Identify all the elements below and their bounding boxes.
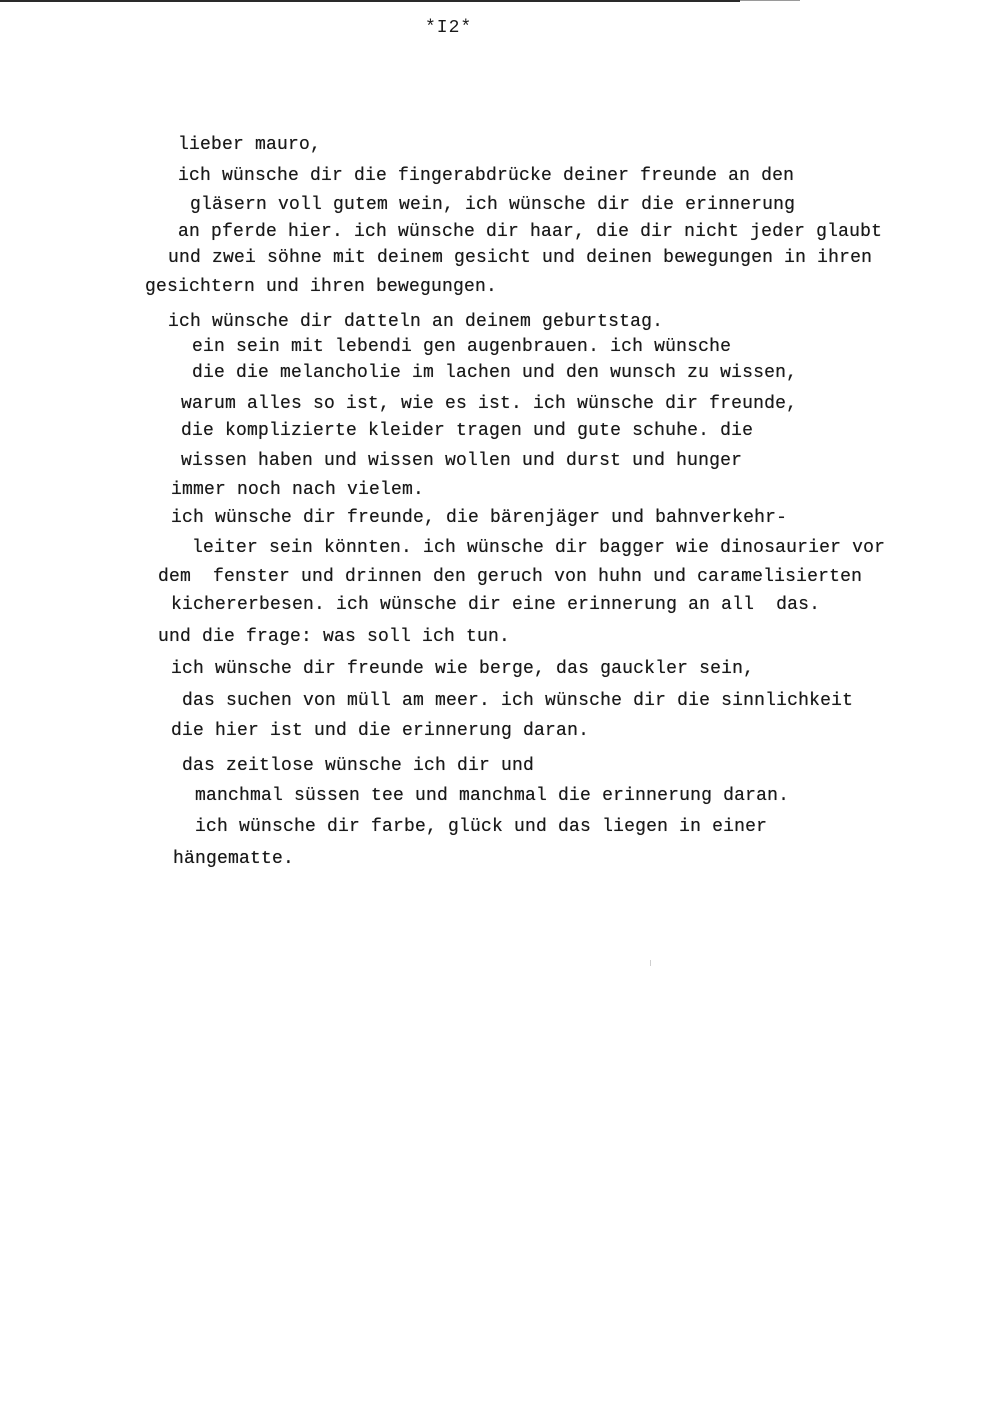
text-line: ich wünsche dir freunde, die bärenjäger und bahnverkehr- (171, 508, 788, 528)
text-line: leiter sein könnten. ich wünsche dir bagger wie dinosaurier vor (192, 538, 886, 558)
text-line: und zwei söhne mit deinem gesicht und deinen bewegungen in ihren (168, 248, 873, 268)
text-line: warum alles so ist, wie es ist. ich wünsche dir freunde, (181, 394, 798, 414)
text-line: die komplizierte kleider tragen und gute schuhe. die (181, 421, 754, 441)
text-line: das zeitlose wünsche ich dir und (182, 756, 535, 776)
text-line: lieber mauro, (178, 135, 322, 155)
text-line: an pferde hier. ich wünsche dir haar, die dir nicht jeder glaubt (178, 222, 883, 242)
top-edge-rule (0, 0, 740, 2)
text-line: ich wünsche dir die fingerabdrücke deiner freunde an den (178, 166, 795, 186)
paper-speck (650, 960, 651, 966)
text-line: manchmal süssen tee und manchmal die erinnerung daran. (195, 786, 790, 806)
text-line: ich wünsche dir datteln an deinem geburtstag. (168, 312, 664, 332)
text-line: hängematte. (173, 849, 295, 869)
text-line: gesichtern und ihren bewegungen. (145, 277, 498, 297)
text-line: dem fenster und drinnen den geruch von huhn und caramelisierten (158, 567, 863, 587)
text-line: ich wünsche dir freunde wie berge, das gauckler sein, (171, 659, 755, 679)
text-line: kichererbesen. ich wünsche dir eine erinnerung an all das. (171, 595, 821, 615)
top-edge-rule-faint (740, 0, 800, 1)
text-line: ich wünsche dir farbe, glück und das liegen in einer (195, 817, 768, 837)
text-line: wissen haben und wissen wollen und durst und hunger (181, 451, 743, 471)
text-line: das suchen von müll am meer. ich wünsche dir die sinnlichkeit (182, 691, 854, 711)
text-line: immer noch nach vielem. (171, 480, 425, 500)
page-number: *I2* (425, 18, 473, 38)
text-line: und die frage: was soll ich tun. (158, 627, 511, 647)
text-line: ein sein mit lebendi gen augenbrauen. ich wünsche (192, 337, 732, 357)
text-line: die hier ist und die erinnerung daran. (171, 721, 590, 741)
text-line: die die melancholie im lachen und den wunsch zu wissen, (192, 363, 798, 383)
text-line: gläsern voll gutem wein, ich wünsche dir die erinnerung (190, 195, 796, 215)
